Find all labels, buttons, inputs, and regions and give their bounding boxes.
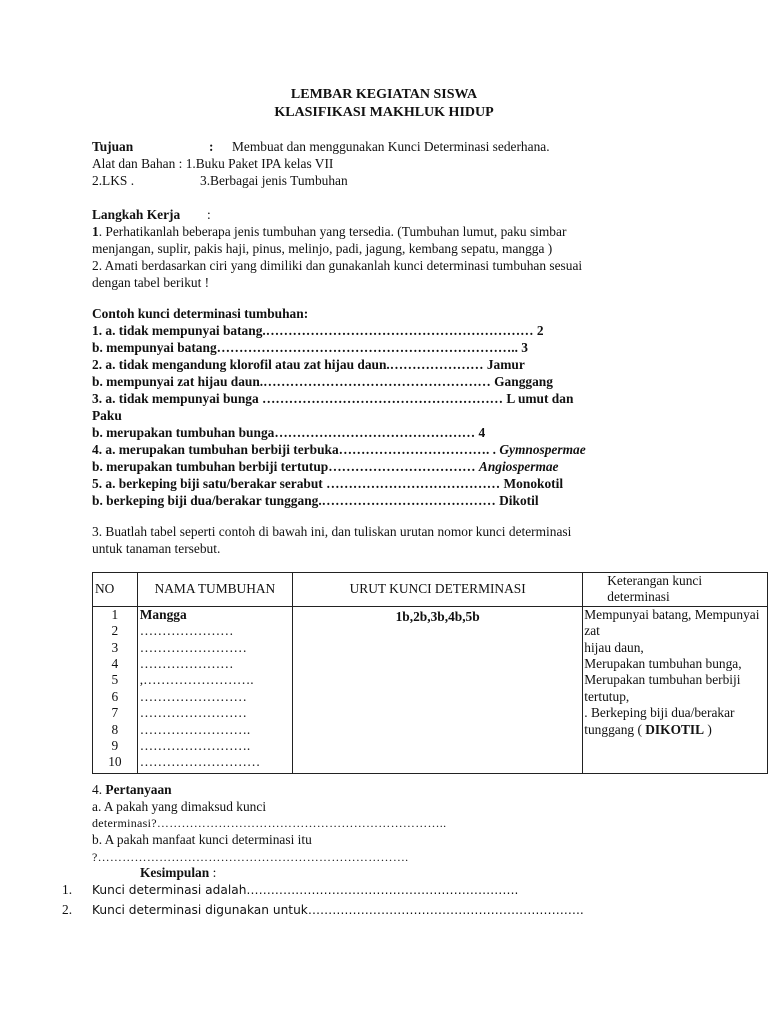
question-a-line1: a. A pakah yang dimaksud kunci (92, 799, 267, 814)
kunci-line-text: b. mempunyai zat hijau daun.…………………………………………… Ganggang (92, 374, 553, 389)
lks-line-b: 3.Berbagai jenis Tumbuhan (200, 173, 348, 188)
kunci-line (92, 391, 573, 407)
keterangan-line (583, 705, 767, 721)
tujuan-colon: : (209, 139, 214, 154)
question-a-line2: determinasi?…………………………………………………………….. (92, 816, 447, 830)
kunci-line-text: 4. a. merupakan tumbuhan berbiji terbuka……………………………. . (92, 442, 500, 457)
step3-line2: untuk tanaman tersebut. (92, 541, 221, 556)
plant-name-cell: …………………… (139, 639, 247, 655)
keterangan-line (583, 672, 767, 688)
kunci-line (92, 476, 563, 492)
kesimpulan-colon: : (212, 865, 217, 880)
question-b-line2: ?…………………………………………………………………. (92, 850, 409, 864)
kunci-line-text: 5. a. berkeping biji satu/berakar serabut ………………………………… Monokotil (92, 476, 564, 491)
kunci-line (92, 374, 553, 390)
keterangan-line (583, 656, 767, 672)
keterangan-text: Merupakan tumbuhan berbiji (584, 672, 741, 688)
pertanyaan-heading: Pertanyaan (105, 782, 172, 797)
keterangan-line (583, 607, 767, 640)
keterangan-text: Mempunyai batang, Mempunyai zat (584, 606, 760, 639)
row-number: 1 (111, 606, 119, 622)
kunci-line (92, 408, 122, 424)
kunci-line (92, 340, 528, 356)
header-urut: URUT KUNCI DETERMINASI (293, 573, 583, 607)
plant-name-cell: ……………………… (139, 754, 261, 770)
kunci-line-text: 1. a. tidak mempunyai batang.…………………………………………………… 2 (92, 323, 544, 338)
number-column (93, 606, 138, 773)
row-number: 4 (111, 656, 119, 672)
table-body-row (93, 606, 768, 773)
urut-cell: 1b,2b,3b,4b,5b (293, 606, 583, 773)
kunci-line-text: 2. a. tidak mengandung klorofil atau zat hijau daun.………………… Jamur (92, 357, 525, 372)
alat-line: Alat dan Bahan : 1.Buku Paket IPA kelas VII (92, 156, 334, 171)
step1-text: . Perhatikanlah beberapa jenis tumbuhan yang tersedia. (Tumbuhan lumut, paku simbar (98, 224, 567, 239)
question-b-line1: b. A pakah manfaat kunci determinasi itu (92, 832, 312, 847)
kunci-line-text: b. mempunyai batang………………………………………………………….. 3 (92, 340, 528, 355)
header-no: NO (93, 573, 138, 607)
keterangan-line (583, 640, 767, 656)
kunci-line (92, 425, 485, 441)
kunci-line-text: 3. a. tidak mempunyai bunga ……………………………………………… L umut dan (92, 391, 574, 406)
kunci-line-taxon: Gymnospermae (499, 442, 586, 457)
keterangan-cell (583, 606, 768, 773)
kunci-line-text: Paku (92, 408, 122, 423)
step2-line2: dengan tabel berikut ! (92, 275, 210, 290)
keterangan-end: ) (704, 721, 712, 737)
row-number: 7 (111, 705, 119, 721)
kunci-line (92, 459, 559, 475)
name-column (137, 606, 292, 773)
kunci-line-text: b. merupakan tumbuhan bunga……………………………………… 4 (92, 425, 486, 440)
row-number: 5 (111, 672, 119, 688)
lks-line-a: 2.LKS . (92, 173, 135, 188)
plant-name-cell: …………………… (139, 705, 247, 721)
table-header-row (93, 573, 768, 607)
plant-name-cell: Mangga (139, 606, 187, 622)
row-number: 9 (111, 738, 119, 754)
row-number: 2 (111, 623, 119, 639)
keterangan-text: tunggang ( (584, 721, 646, 737)
determinasi-table (92, 572, 768, 774)
kunci-line (92, 493, 539, 509)
kesimpulan-item-number: 2. (62, 902, 73, 917)
langkah-colon: : (207, 207, 211, 222)
plant-name-cell: ………………… (139, 656, 234, 672)
row-number: 6 (111, 688, 119, 704)
title-line-1: LEMBAR KEGIATAN SISWA (290, 87, 478, 102)
plant-name-cell: ………………… (139, 623, 234, 639)
kunci-line-text: b. berkeping biji dua/berakar tunggang.………………………………… Dikotil (92, 493, 539, 508)
keterangan-line (583, 689, 767, 705)
kesimpulan-item-text: Kunci determinasi digunakan untuk………………………………………………………….. (92, 903, 584, 917)
row-number: 8 (111, 721, 119, 737)
title-line-2: KLASIFIKASI MAKHLUK HIDUP (274, 105, 494, 120)
keterangan-line (583, 722, 767, 738)
plant-name-cell: …………………… (139, 688, 247, 704)
tujuan-label: Tujuan (92, 139, 134, 154)
header-keterangan: Keterangan kunci determinasi (583, 573, 768, 607)
step1-line1 (92, 224, 566, 240)
row-number: 3 (111, 639, 119, 655)
kesimpulan-item-number: 1. (62, 882, 73, 897)
step1-line2: menjangan, suplir, pakis haji, pinus, melinjo, padi, jagung, kembang sepatu, mangga ) (92, 241, 553, 256)
kunci-line-text: b. merupakan tumbuhan berbiji tertutup…………………………… (92, 459, 479, 474)
keterangan-text: tertutup, (584, 688, 630, 704)
kunci-line (92, 442, 586, 458)
plant-name-cell: ……………………. (139, 738, 251, 754)
plant-name-cell: ……………………. (139, 721, 251, 737)
step3-line1: 3. Buatlah tabel seperti contoh di bawah ini, dan tuliskan urutan nomor kunci determinasi (92, 524, 572, 539)
kunci-line (92, 323, 544, 339)
step1-number: 1 (92, 224, 99, 239)
pertanyaan-number: 4. (92, 782, 103, 797)
header-nama: NAMA TUMBUHAN (137, 573, 292, 607)
keterangan-text: . Berkeping biji dua/berakar (584, 705, 735, 721)
kunci-line-taxon: Angiospermae (478, 459, 559, 474)
keterangan-text: Merupakan tumbuhan bunga, (584, 656, 742, 672)
kesimpulan-item-text: Kunci determinasi adalah…………………………………………………………. (92, 883, 519, 897)
kesimpulan-heading: Kesimpulan (140, 865, 210, 880)
pertanyaan-heading-line (92, 782, 172, 798)
langkah-heading: Langkah Kerja (92, 207, 181, 222)
step2-line1: 2. Amati berdasarkan ciri yang dimiliki dan gunakanlah kunci determinasi tumbuhan sesuai (92, 258, 583, 273)
row-number: 10 (108, 754, 122, 770)
keterangan-text: hijau daun, (584, 639, 644, 655)
keterangan-bold: DIKOTIL (645, 721, 705, 737)
tujuan-text: Membuat dan menggunakan Kunci Determinasi sederhana. (232, 139, 550, 154)
kunci-line (92, 357, 525, 373)
plant-name-cell: ,……………………. (139, 672, 254, 688)
kunci-heading: Contoh kunci determinasi tumbuhan: (92, 306, 309, 321)
kesimpulan-heading-line (140, 865, 216, 881)
